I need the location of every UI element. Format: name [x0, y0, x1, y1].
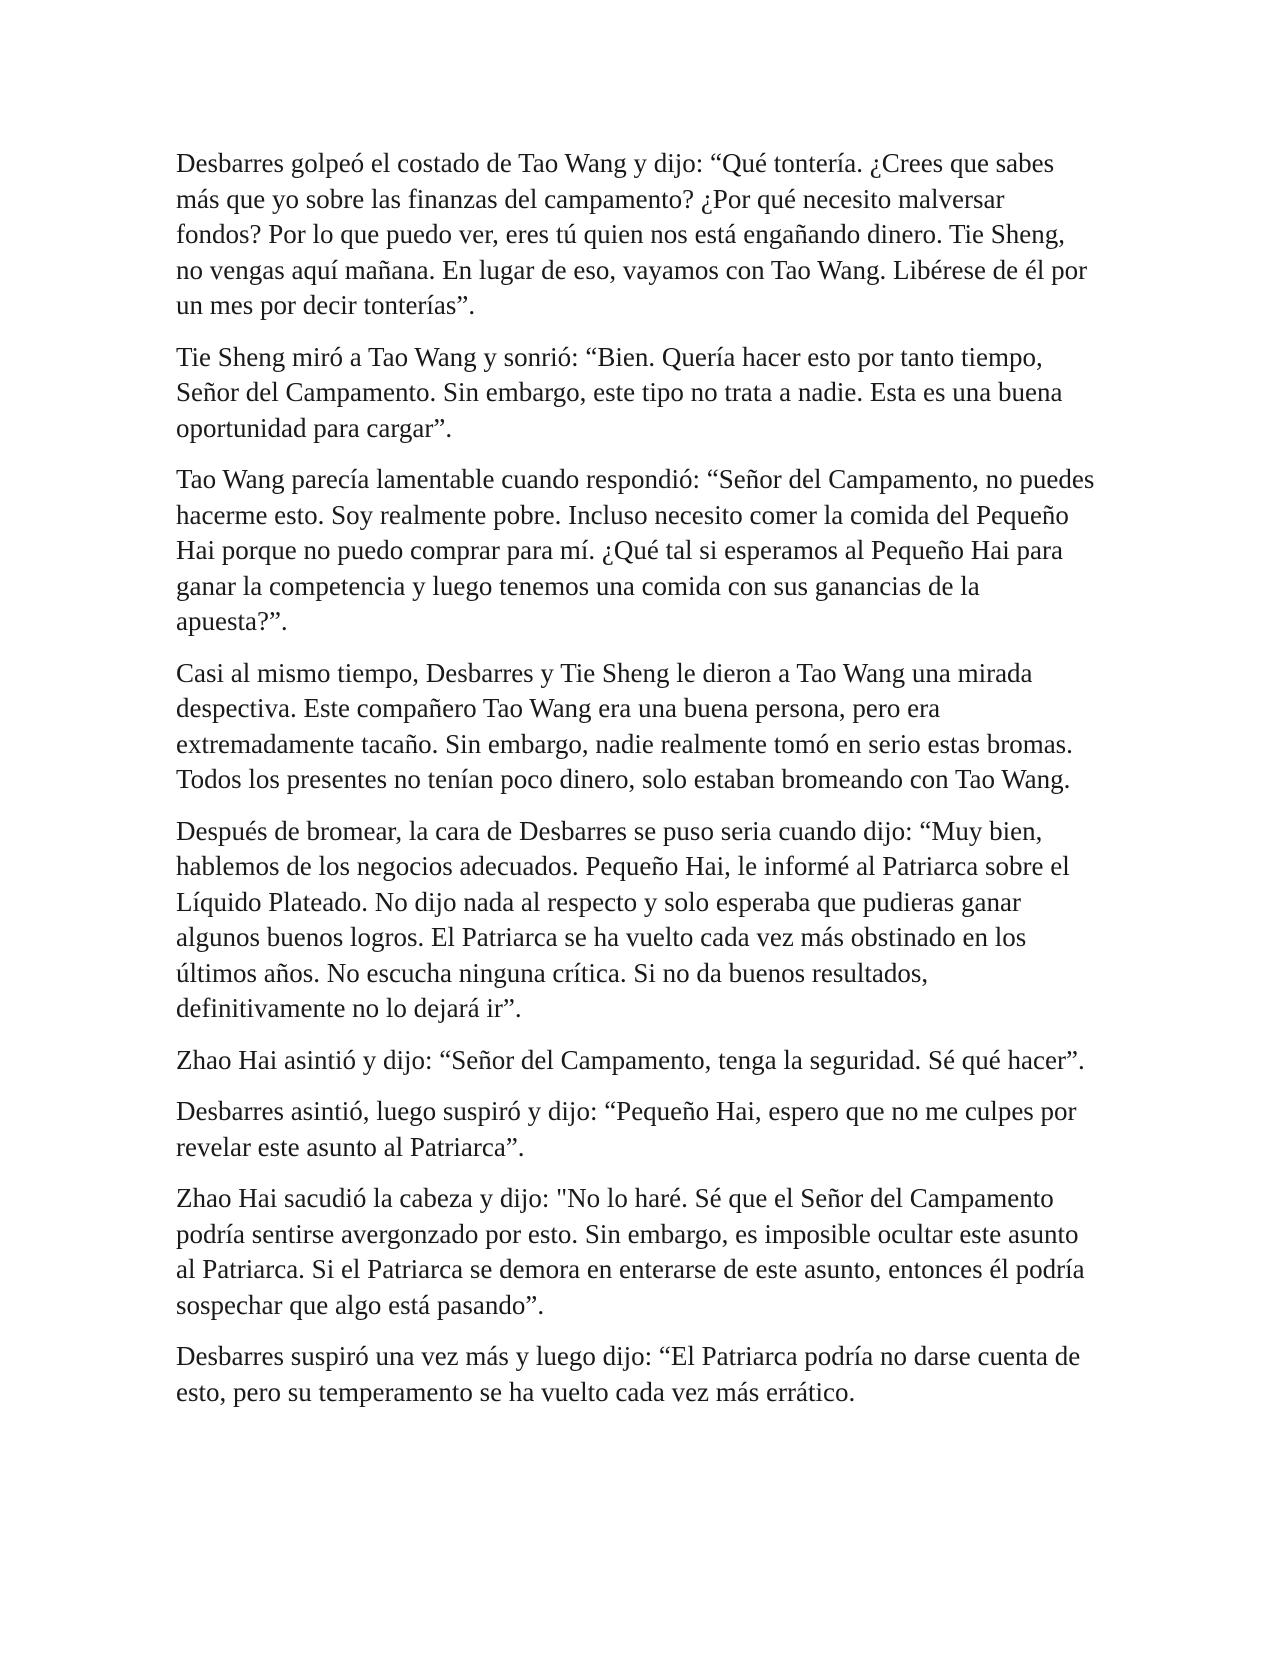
- paragraph-7: Desbarres asintió, luego suspiró y dijo: “Pequeño Hai, espero que no me culpes por revelar este asunto al Patriarca”.: [176, 1096, 1077, 1162]
- paragraph-2: Tie Sheng miró a Tao Wang y sonrió: “Bien. Quería hacer esto por tanto tiempo, Señor del Campamento. Sin embargo, este tipo no trata a nadie. Esta es una buena oportunidad para cargar”.: [176, 341, 1063, 443]
- paragraph-4: Casi al mismo tiempo, Desbarres y Tie Sheng le dieron a Tao Wang una mirada despectiva. Este compañero Tao Wang era una buena persona, pero era extremadamente tacaño. Sin embargo, nadie realmente tomó en serio estas bromas. Todos los presentes no tenían poco dinero, solo estaban bromeando con Tao Wang.: [176, 657, 1073, 794]
- paragraph-6: Zhao Hai asintió y dijo: “Señor del Campamento, tenga la seguridad. Sé qué hacer”.: [176, 1044, 1085, 1075]
- paragraph-5: Después de bromear, la cara de Desbarres se puso seria cuando dijo: “Muy bien, hablemos de los negocios adecuados. Pequeño Hai, le informé al Patriarca sobre el Líquido Plateado. No dijo nada al respecto y solo esperaba que pudieras ganar algunos buenos logros. El Patriarca se ha vuelto cada vez más obstinado en los últimos años. No escucha ninguna crítica. Si no da buenos resultados, definitivamente no lo dejará ir”.: [176, 815, 1070, 1023]
- paragraph-9: Desbarres suspiró una vez más y luego dijo: “El Patriarca podría no darse cuenta de esto, pero su temperamento se ha vuelto cada vez más errático.: [176, 1341, 1081, 1407]
- paragraph-1: Desbarres golpeó el costado de Tao Wang y dijo: “Qué tontería. ¿Crees que sabes más que yo sobre las finanzas del campamento? ¿Por qué necesito malversar fondos? Por lo que puedo ver, eres tú quien nos está engañando dinero. Tie Sheng, no vengas aquí mañana. En lugar de eso, vayamos con Tao Wang. Libérese de él por un mes por decir tonterías”.: [176, 148, 1088, 320]
- document-body: [176, 146, 1096, 1426]
- paragraph-8: Zhao Hai sacudió la cabeza y dijo: "No lo haré. Sé que el Señor del Campamento podría sentirse avergonzado por esto. Sin embargo, es imposible ocultar este asunto al Patriarca. Si el Patriarca se demora en enterarse de este asunto, entonces él podría sospechar que algo está pasando”.: [176, 1183, 1085, 1320]
- paragraph-3: Tao Wang parecía lamentable cuando respondió: “Señor del Campamento, no puedes hacerme esto. Soy realmente pobre. Incluso necesito comer la comida del Pequeño Hai porque no puedo comprar para mí. ¿Qué tal si esperamos al Pequeño Hai para ganar la competencia y luego tenemos una comida con sus ganancias de la apuesta?”.: [176, 464, 1095, 636]
